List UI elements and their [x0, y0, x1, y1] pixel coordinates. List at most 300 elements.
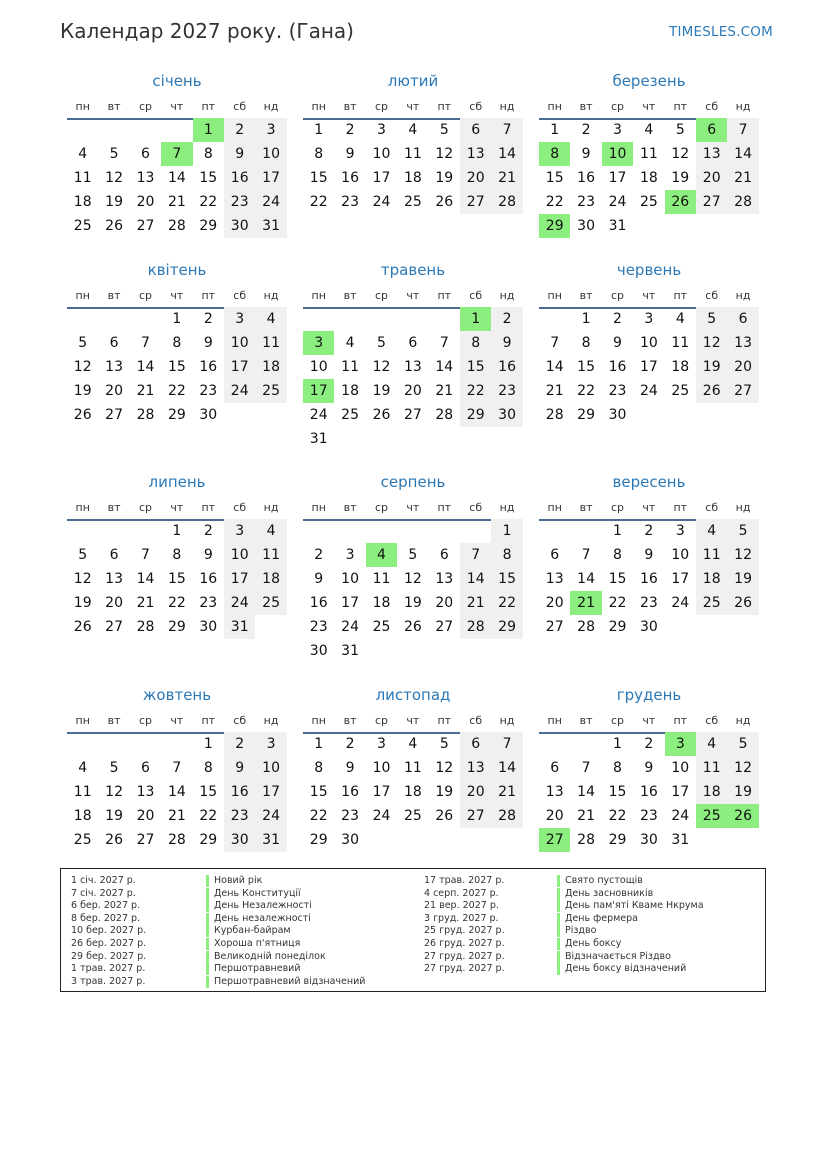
day-cell: 9 [345, 760, 355, 776]
weekday-header: нд [735, 289, 751, 302]
day-cell: 25 [671, 383, 690, 399]
weekday-header: пн [547, 100, 562, 113]
weekday-header: чт [170, 501, 184, 514]
day-cell: 16 [639, 784, 658, 800]
day-cell: 4 [696, 732, 727, 756]
weekday-header: чт [642, 100, 656, 113]
day-cell: 18 [73, 808, 92, 824]
weekday-header: нд [735, 100, 751, 113]
holiday-day-cell: 21 [570, 591, 601, 615]
day-cell: 10 [671, 547, 690, 563]
day-cell: 12 [435, 760, 454, 776]
day-cell: 4 [675, 311, 685, 327]
day-cell: 15 [491, 567, 522, 591]
day-cell: 28 [167, 218, 186, 234]
day-cell: 15 [199, 784, 218, 800]
day-cell: 24 [372, 194, 391, 210]
day-cell: 30 [224, 214, 255, 238]
day-cell: 31 [224, 615, 255, 639]
day-cell: 9 [224, 142, 255, 166]
day-cell: 21 [727, 166, 758, 190]
day-cell: 22 [491, 591, 522, 615]
day-cell: 12 [73, 571, 92, 587]
day-cell: 8 [314, 760, 324, 776]
holiday-day-cell: 1 [460, 307, 491, 331]
day-cell: 29 [608, 832, 627, 848]
weekday-header: пт [201, 289, 216, 302]
day-cell: 17 [255, 780, 286, 804]
day-cell: 14 [577, 784, 595, 800]
day-cell: 8 [613, 547, 622, 563]
weekday-header: пн [311, 501, 326, 514]
day-cell: 28 [491, 804, 522, 828]
day-cell: 20 [460, 780, 491, 804]
day-cell: 3 [377, 122, 386, 138]
weekday-header: ср [138, 714, 152, 727]
day-cell: 26 [696, 379, 727, 403]
weekday-header: ср [138, 100, 152, 113]
day-cell: 20 [105, 383, 123, 399]
day-cell: 14 [460, 567, 491, 591]
weekday-header: ср [374, 501, 388, 514]
weekday-header: чт [642, 501, 656, 514]
legend-holiday-name: День Конституції [206, 888, 301, 900]
legend-date: 1 трав. 2027 р. [71, 963, 146, 975]
day-cell: 23 [577, 194, 595, 210]
month-name: червень [616, 261, 682, 279]
day-cell: 6 [141, 146, 150, 162]
weekday-header: вт [343, 501, 357, 514]
weekday-header: сб [233, 289, 247, 302]
day-cell: 14 [727, 142, 758, 166]
day-cell: 26 [727, 591, 758, 615]
weekday-header: пт [437, 100, 452, 113]
holiday-day-cell: 3 [665, 732, 696, 756]
weekday-header: чт [170, 714, 184, 727]
day-cell: 4 [345, 335, 355, 351]
day-cell: 19 [105, 808, 123, 824]
day-cell: 30 [199, 619, 218, 635]
day-cell: 15 [309, 170, 328, 186]
day-cell: 18 [255, 355, 286, 379]
weekday-header: пн [75, 289, 90, 302]
day-cell: 23 [199, 595, 218, 611]
day-cell: 17 [372, 784, 391, 800]
weekday-header: пт [201, 501, 216, 514]
day-cell: 17 [671, 784, 690, 800]
day-cell: 5 [439, 122, 449, 138]
legend-date: 27 груд. 2027 р. [424, 963, 505, 975]
day-cell: 19 [435, 784, 454, 800]
weekday-header: пт [437, 714, 452, 727]
day-cell: 21 [435, 383, 454, 399]
day-cell: 23 [491, 379, 522, 403]
day-cell: 6 [439, 547, 449, 563]
weekday-header: сб [705, 501, 719, 514]
day-cell: 5 [109, 760, 119, 776]
weekday-header: ср [610, 289, 624, 302]
day-cell: 18 [372, 595, 391, 611]
weekday-header: нд [263, 501, 279, 514]
month-name: грудень [616, 686, 682, 704]
day-cell: 2 [581, 122, 591, 138]
day-cell: 31 [671, 832, 690, 848]
day-cell: 12 [105, 784, 123, 800]
day-cell: 11 [696, 756, 727, 780]
weekday-header: нд [735, 501, 751, 514]
weekday-header: чт [170, 100, 184, 113]
day-cell: 10 [224, 331, 255, 355]
day-cell: 20 [545, 808, 564, 824]
day-cell: 24 [255, 190, 286, 214]
day-cell: 7 [439, 335, 449, 351]
weekday-header: вт [107, 100, 121, 113]
day-cell: 24 [309, 407, 328, 423]
day-cell: 15 [545, 170, 564, 186]
day-cell: 27 [105, 407, 123, 423]
day-cell: 24 [224, 379, 255, 403]
legend-holiday-name: Хороша п'ятниця [206, 938, 300, 950]
weekday-header: вт [343, 714, 357, 727]
day-cell: 9 [644, 547, 654, 563]
weekday-header: пн [75, 501, 90, 514]
day-cell: 24 [224, 591, 255, 615]
day-cell: 6 [550, 760, 560, 776]
day-cell: 14 [491, 142, 522, 166]
day-cell: 12 [696, 331, 727, 355]
legend-date: 29 бер. 2027 р. [71, 950, 147, 962]
day-cell: 12 [435, 146, 454, 162]
day-cell: 27 [403, 407, 422, 423]
day-cell: 11 [255, 543, 286, 567]
weekday-header: пн [311, 100, 326, 113]
legend-holiday-name: День Незалежності [206, 900, 312, 912]
day-cell: 11 [696, 543, 727, 567]
day-cell: 12 [372, 359, 391, 375]
weekday-header: нд [499, 100, 515, 113]
day-cell: 5 [377, 335, 386, 351]
day-cell: 19 [435, 170, 454, 186]
holiday-day-cell: 17 [303, 379, 334, 403]
day-cell: 21 [167, 808, 186, 824]
day-cell: 26 [403, 619, 422, 635]
weekday-header: сб [705, 714, 719, 727]
day-cell: 9 [203, 547, 213, 563]
day-cell: 23 [341, 194, 359, 210]
day-cell: 15 [199, 170, 218, 186]
legend-date: 10 бер. 2027 р. [71, 925, 147, 937]
day-cell: 27 [545, 619, 564, 635]
weekday-header: пт [201, 714, 216, 727]
day-cell: 14 [545, 359, 564, 375]
weekday-header: вт [579, 100, 593, 113]
day-cell: 19 [105, 194, 123, 210]
day-cell: 23 [639, 595, 658, 611]
day-cell: 20 [460, 166, 491, 190]
day-cell: 7 [727, 118, 758, 142]
day-cell: 18 [73, 194, 92, 210]
day-cell: 30 [224, 828, 255, 852]
day-cell: 27 [136, 218, 155, 234]
day-cell: 26 [73, 619, 92, 635]
day-cell: 20 [403, 383, 422, 399]
day-cell: 13 [403, 359, 422, 375]
day-cell: 28 [136, 407, 155, 423]
day-cell: 5 [78, 547, 88, 563]
day-cell: 2 [203, 311, 213, 327]
day-cell: 27 [460, 804, 491, 828]
weekday-header: нд [499, 289, 515, 302]
day-cell: 7 [172, 760, 182, 776]
day-cell: 16 [491, 355, 522, 379]
day-cell: 17 [224, 567, 255, 591]
day-cell: 1 [172, 311, 182, 327]
holiday-day-cell: 10 [602, 142, 633, 166]
day-cell: 19 [372, 383, 391, 399]
holiday-day-cell: 6 [696, 118, 727, 142]
legend-holiday-name: Свято пустощів [557, 875, 643, 887]
weekday-header: вт [579, 714, 593, 727]
day-cell: 13 [105, 571, 123, 587]
day-cell: 2 [491, 307, 522, 331]
holiday-day-cell: 26 [727, 804, 758, 828]
legend-date: 6 бер. 2027 р. [71, 900, 141, 912]
day-cell: 16 [341, 170, 359, 186]
day-cell: 2 [314, 547, 324, 563]
legend-holiday-name: Першотравневий відзначений [206, 976, 365, 988]
weekday-header: пт [673, 289, 688, 302]
day-cell: 2 [345, 736, 355, 752]
holiday-day-cell: 25 [696, 804, 727, 828]
day-cell: 16 [199, 359, 218, 375]
day-cell: 20 [105, 595, 123, 611]
day-cell: 15 [460, 355, 491, 379]
month-name: лютий [387, 72, 439, 90]
day-cell: 22 [460, 379, 491, 403]
day-cell: 23 [224, 804, 255, 828]
day-cell: 18 [696, 567, 727, 591]
day-cell: 6 [109, 547, 119, 563]
day-cell: 19 [403, 595, 422, 611]
day-cell: 29 [309, 832, 328, 848]
legend-date: 4 серп. 2027 р. [424, 887, 499, 899]
day-cell: 27 [696, 190, 727, 214]
weekday-header: чт [642, 714, 656, 727]
day-cell: 28 [727, 190, 758, 214]
day-cell: 31 [309, 431, 328, 447]
day-cell: 13 [460, 756, 491, 780]
day-cell: 25 [372, 619, 391, 635]
day-cell: 29 [167, 619, 186, 635]
weekday-header: ср [610, 501, 624, 514]
day-cell: 30 [577, 218, 595, 234]
day-cell: 5 [727, 732, 758, 756]
day-cell: 7 [550, 335, 560, 351]
day-cell: 20 [136, 194, 155, 210]
legend-holiday-name: Першотравневий [206, 963, 301, 975]
day-cell: 23 [309, 619, 328, 635]
day-cell: 10 [639, 335, 658, 351]
day-cell: 22 [545, 194, 564, 210]
weekday-header: нд [499, 714, 515, 727]
day-cell: 26 [105, 832, 123, 848]
day-cell: 6 [460, 732, 491, 756]
day-cell: 24 [639, 383, 658, 399]
legend-date: 26 бер. 2027 р. [71, 938, 147, 949]
day-cell: 2 [224, 118, 255, 142]
day-cell: 5 [109, 146, 119, 162]
day-cell: 3 [675, 523, 685, 539]
day-cell: 3 [613, 122, 622, 138]
day-cell: 21 [577, 808, 595, 824]
day-cell: 15 [608, 571, 627, 587]
day-cell: 16 [608, 359, 627, 375]
weekday-header: нд [735, 714, 751, 727]
day-cell: 11 [73, 784, 92, 800]
day-cell: 30 [639, 619, 658, 635]
weekday-header: нд [263, 714, 279, 727]
day-cell: 9 [314, 571, 324, 587]
day-cell: 17 [608, 170, 627, 186]
weekday-header: ср [374, 714, 388, 727]
day-cell: 3 [224, 307, 255, 331]
day-cell: 28 [435, 407, 454, 423]
day-cell: 6 [550, 547, 560, 563]
day-cell: 16 [341, 784, 359, 800]
day-cell: 22 [167, 383, 186, 399]
weekday-header: чт [406, 501, 420, 514]
day-cell: 28 [545, 407, 564, 423]
weekday-header: пт [437, 289, 452, 302]
weekday-header: пн [311, 714, 326, 727]
weekday-header: пн [547, 714, 562, 727]
day-cell: 1 [613, 523, 622, 539]
weekday-header: пн [75, 100, 90, 113]
weekday-header: сб [705, 289, 719, 302]
weekday-header: чт [406, 100, 420, 113]
day-cell: 31 [608, 218, 627, 234]
day-cell: 13 [696, 142, 727, 166]
day-cell: 22 [608, 808, 627, 824]
legend-date: 17 трав. 2027 р. [424, 875, 505, 886]
day-cell: 24 [671, 595, 690, 611]
day-cell: 26 [73, 407, 92, 423]
day-cell: 31 [341, 643, 359, 659]
month-name: липень [148, 473, 206, 491]
day-cell: 23 [199, 383, 218, 399]
day-cell: 10 [372, 760, 391, 776]
weekday-header: чт [406, 289, 420, 302]
holiday-day-cell: 29 [539, 214, 570, 238]
weekday-header: сб [469, 100, 483, 113]
day-cell: 29 [199, 832, 218, 848]
weekday-header: ср [610, 100, 624, 113]
day-cell: 9 [644, 760, 654, 776]
day-cell: 22 [577, 383, 595, 399]
legend-date: 3 груд. 2027 р. [424, 912, 499, 924]
weekday-header: ср [374, 289, 388, 302]
day-cell: 10 [341, 571, 359, 587]
holiday-legend [60, 868, 766, 992]
day-cell: 4 [78, 760, 88, 776]
month-name: листопад [375, 686, 451, 704]
day-cell: 26 [372, 407, 391, 423]
day-cell: 18 [403, 784, 422, 800]
day-cell: 27 [105, 619, 123, 635]
day-cell: 21 [545, 383, 564, 399]
day-cell: 24 [255, 804, 286, 828]
day-cell: 5 [675, 122, 685, 138]
day-cell: 5 [696, 307, 727, 331]
weekday-header: сб [469, 714, 483, 727]
day-cell: 18 [671, 359, 690, 375]
day-cell: 17 [671, 571, 690, 587]
day-cell: 12 [727, 756, 758, 780]
day-cell: 15 [608, 784, 627, 800]
legend-holiday-name: Курбан-байрам [206, 925, 291, 937]
day-cell: 1 [314, 736, 324, 752]
day-cell: 30 [639, 832, 658, 848]
weekday-header: сб [233, 501, 247, 514]
day-cell: 18 [341, 383, 359, 399]
day-cell: 20 [136, 808, 155, 824]
day-cell: 5 [78, 335, 88, 351]
day-cell: 25 [341, 407, 359, 423]
header-rule [303, 519, 523, 521]
day-cell: 2 [345, 122, 355, 138]
day-cell: 30 [341, 832, 359, 848]
holiday-day-cell: 1 [193, 118, 224, 142]
day-cell: 16 [224, 166, 255, 190]
day-cell: 8 [172, 335, 182, 351]
day-cell: 14 [435, 359, 454, 375]
month-name: травень [380, 261, 446, 279]
day-cell: 14 [491, 756, 522, 780]
day-cell: 13 [545, 784, 564, 800]
day-cell: 12 [671, 146, 690, 162]
day-cell: 28 [460, 615, 491, 639]
day-cell: 19 [696, 355, 727, 379]
legend-holiday-name: День незалежності [206, 913, 311, 925]
day-cell: 23 [341, 808, 359, 824]
day-cell: 1 [613, 736, 622, 752]
legend-holiday-name: Новий рік [206, 875, 262, 887]
day-cell: 28 [577, 832, 595, 848]
day-cell: 22 [167, 595, 186, 611]
day-cell: 11 [73, 170, 92, 186]
day-cell: 15 [167, 359, 186, 375]
day-cell: 10 [671, 760, 690, 776]
day-cell: 13 [545, 571, 564, 587]
day-cell: 18 [403, 170, 422, 186]
day-cell: 5 [439, 736, 449, 752]
holiday-day-cell: 3 [303, 331, 334, 355]
day-cell: 8 [314, 146, 324, 162]
day-cell: 8 [491, 543, 522, 567]
legend-holiday-name: День боксу відзначений [557, 963, 686, 975]
day-cell: 18 [639, 170, 658, 186]
day-cell: 9 [581, 146, 591, 162]
day-cell: 12 [73, 359, 92, 375]
month-name: серпень [380, 473, 446, 491]
day-cell: 6 [408, 335, 418, 351]
day-cell: 18 [255, 567, 286, 591]
day-cell: 2 [644, 736, 654, 752]
day-cell: 9 [345, 146, 355, 162]
brand-link[interactable]: TIMESLES.COM [669, 24, 773, 40]
day-cell: 12 [727, 543, 758, 567]
day-cell: 8 [203, 146, 213, 162]
